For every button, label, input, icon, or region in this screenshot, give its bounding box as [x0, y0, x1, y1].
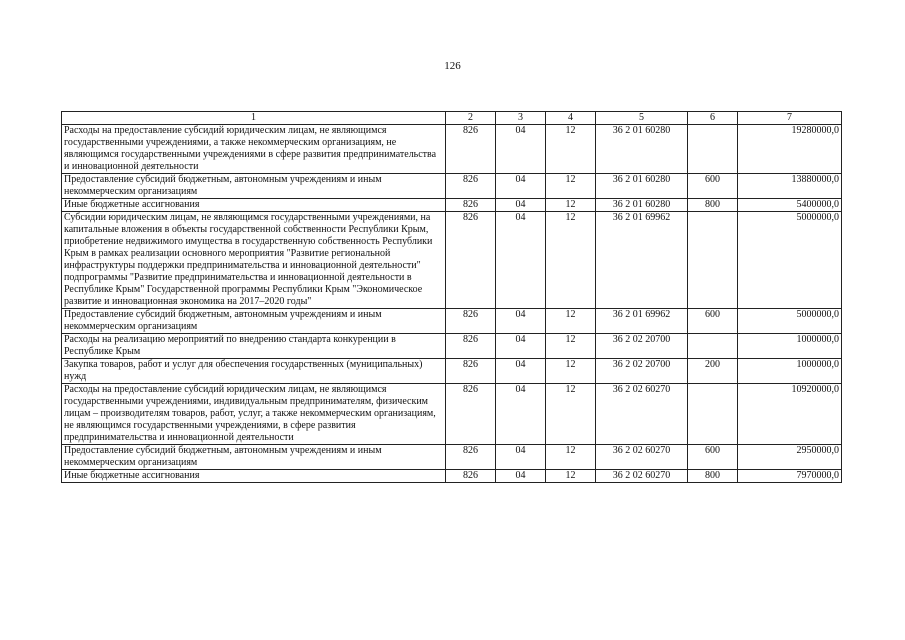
row-code-6 — [688, 125, 738, 174]
row-amount: 7970000,0 — [738, 470, 842, 483]
row-code-6 — [688, 334, 738, 359]
row-code-6: 800 — [688, 199, 738, 212]
row-amount: 19280000,0 — [738, 125, 842, 174]
table-row — [62, 212, 842, 309]
row-code-2: 826 — [446, 470, 496, 483]
row-code-5: 36 2 02 60270 — [596, 445, 688, 470]
row-amount: 5400000,0 — [738, 199, 842, 212]
table-row — [62, 199, 842, 212]
row-code-5: 36 2 02 20700 — [596, 359, 688, 384]
table-row — [62, 445, 842, 470]
row-amount: 5000000,0 — [738, 309, 842, 334]
table-row — [62, 384, 842, 445]
row-code-2: 826 — [446, 199, 496, 212]
row-code-5: 36 2 02 20700 — [596, 334, 688, 359]
budget-table — [61, 111, 842, 483]
row-code-3: 04 — [496, 445, 546, 470]
row-amount: 2950000,0 — [738, 445, 842, 470]
row-code-2: 826 — [446, 359, 496, 384]
row-code-4: 12 — [546, 470, 596, 483]
row-code-3: 04 — [496, 334, 546, 359]
row-code-3: 04 — [496, 309, 546, 334]
row-code-2: 826 — [446, 174, 496, 199]
row-amount: 1000000,0 — [738, 334, 842, 359]
header-cell: 4 — [546, 112, 596, 125]
row-name: Иные бюджетные ассигнования — [62, 199, 446, 212]
table-row — [62, 174, 842, 199]
table-row — [62, 470, 842, 483]
row-code-4: 12 — [546, 334, 596, 359]
row-code-6 — [688, 212, 738, 309]
row-amount: 5000000,0 — [738, 212, 842, 309]
row-name: Иные бюджетные ассигнования — [62, 470, 446, 483]
row-code-3: 04 — [496, 174, 546, 199]
row-amount: 10920000,0 — [738, 384, 842, 445]
table-row — [62, 125, 842, 174]
row-code-5: 36 2 01 60280 — [596, 199, 688, 212]
row-code-4: 12 — [546, 212, 596, 309]
row-code-3: 04 — [496, 359, 546, 384]
row-code-5: 36 2 01 60280 — [596, 125, 688, 174]
row-code-5: 36 2 02 60270 — [596, 384, 688, 445]
row-code-2: 826 — [446, 125, 496, 174]
row-code-6: 600 — [688, 445, 738, 470]
header-row — [62, 112, 842, 125]
row-name: Предоставление субсидий бюджетным, автономным учреждениям и иным некоммерческим организациям — [62, 174, 446, 199]
header-cell: 1 — [62, 112, 446, 125]
row-code-3: 04 — [496, 212, 546, 309]
header-cell: 7 — [738, 112, 842, 125]
row-code-4: 12 — [546, 174, 596, 199]
row-code-3: 04 — [496, 125, 546, 174]
row-code-3: 04 — [496, 470, 546, 483]
row-name: Расходы на реализацию мероприятий по внедрению стандарта конкуренции в Республике Крым — [62, 334, 446, 359]
table-row — [62, 309, 842, 334]
row-code-4: 12 — [546, 125, 596, 174]
row-code-6: 600 — [688, 174, 738, 199]
table-row — [62, 334, 842, 359]
row-code-3: 04 — [496, 199, 546, 212]
header-cell: 6 — [688, 112, 738, 125]
row-code-6: 200 — [688, 359, 738, 384]
row-amount: 1000000,0 — [738, 359, 842, 384]
row-name: Закупка товаров, работ и услуг для обеспечения государственных (муниципальных) нужд — [62, 359, 446, 384]
row-name: Предоставление субсидий бюджетным, автономным учреждениям и иным некоммерческим организациям — [62, 309, 446, 334]
row-name: Предоставление субсидий бюджетным, автономным учреждениям и иным некоммерческим организациям — [62, 445, 446, 470]
row-code-6 — [688, 384, 738, 445]
header-cell: 2 — [446, 112, 496, 125]
row-name: Субсидии юридическим лицам, не являющимся государственными учреждениями, на капитальные вложения в объекты государственной собственности Республики Крым, приобретение недвижимого имущества в государственную собственность Республики Крым в рамках реализации основного мероприятия "Развитие региональной инфраструктуры поддержки предпринимательства и инновационной деятельности" подпрограммы "Развитие предпринимательства и инновационной деятельности в Республике Крым" Государственной программы Республики Крым "Экономическое развитие и инновационная экономика на 2017–2020 годы" — [62, 212, 446, 309]
row-code-2: 826 — [446, 384, 496, 445]
row-code-5: 36 2 02 60270 — [596, 470, 688, 483]
row-code-6: 600 — [688, 309, 738, 334]
row-code-4: 12 — [546, 309, 596, 334]
table-row — [62, 359, 842, 384]
row-name: Расходы на предоставление субсидий юридическим лицам, не являющимся государственными учреждениями, а также некоммерческим организациям, не являющимся государственными учреждениями в сфере развития предпринимательства и инновационной деятельности — [62, 125, 446, 174]
row-code-6: 800 — [688, 470, 738, 483]
row-code-2: 826 — [446, 445, 496, 470]
row-code-4: 12 — [546, 359, 596, 384]
row-code-5: 36 2 01 69962 — [596, 309, 688, 334]
header-cell: 5 — [596, 112, 688, 125]
page-number: 126 — [444, 60, 461, 72]
row-code-3: 04 — [496, 384, 546, 445]
row-code-5: 36 2 01 69962 — [596, 212, 688, 309]
row-code-4: 12 — [546, 445, 596, 470]
row-amount: 13880000,0 — [738, 174, 842, 199]
row-name: Расходы на предоставление субсидий юридическим лицам, не являющимся государственными учреждениями, индивидуальным предпринимателям, физическим лицам – производителям товаров, работ, услуг, а также некоммерческим организациям, не являющимся государственными учреждениями, в сфере развития предпринимательства и инновационной деятельности — [62, 384, 446, 445]
row-code-2: 826 — [446, 212, 496, 309]
row-code-2: 826 — [446, 309, 496, 334]
row-code-5: 36 2 01 60280 — [596, 174, 688, 199]
row-code-4: 12 — [546, 384, 596, 445]
row-code-4: 12 — [546, 199, 596, 212]
row-code-2: 826 — [446, 334, 496, 359]
header-cell: 3 — [496, 112, 546, 125]
